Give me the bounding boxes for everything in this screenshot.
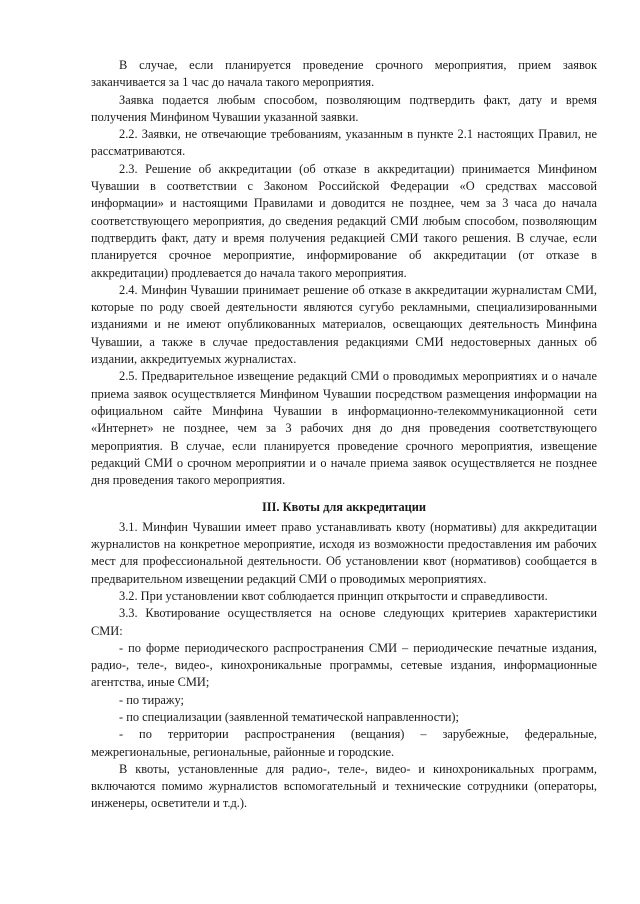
section-heading: III. Квоты для аккредитации [261, 500, 427, 515]
paragraph-2-5: 2.5. Предварительное извещение редакций СМИ о проводимых мероприятиях и о начале приема заявок осуществляется Минфином Чувашии посредством размещения информации на официальном сайте Минфина Чувашии в информационно-телекоммуникационной сети «Интернет» не позднее, чем за 3 рабочих дня до дня проведения соответствующего мероприятия. В случае, если планируется проведение срочного мероприятия, извещение редакций СМИ о срочном мероприятии и о начале приема заявок осуществляется не позднее дня проведения такого мероприятия. [91, 369, 597, 488]
paragraph-2-3: 2.3. Решение об аккредитации (об отказе в аккредитации) принимается Минфином Чувашии в соответствии с Законом Российской Федерации «О средствах массовой информации» и настоящими Правилами и доводится не позднее, чем за 3 часа до начала соответствующего мероприятия, до сведения редакций СМИ любым способом, позволяющим подтвердить факт, дату и время получения редакцией СМИ такого решения. В случае, если планируется срочное мероприятие, информирование об аккредитации (от отказе в аккредитации) продлевается до начала такого мероприятия. [91, 161, 597, 280]
list-item-form: - по форме периодического распространения СМИ – периодические печатные издания, радио-, теле-, видео-, кинохроникальные программы, сетевые издания, информационные агентства, иные СМИ; [91, 640, 597, 690]
document-body [91, 57, 597, 813]
paragraph-application-method: Заявка подается любым способом, позволяющим подтвердить факт, дату и время получения Минфином Чувашии указанной заявки. [91, 92, 597, 124]
paragraph-3-1: 3.1. Минфин Чувашии имеет право устанавливать квоту (нормативы) для аккредитации журналистов на конкретное мероприятие, исходя из возможности предоставления им рабочих мест для профессиональной деятельности. Об установлении квот (нормативов) сообщается в предварительном извещении редакций СМИ о проводимых мероприятиях. [91, 519, 597, 586]
paragraph-quota-staff: В квоты, установленные для радио-, теле-, видео- и кинохроникальных программ, включаются помимо журналистов вспомогательный и технические сотрудники (операторы, инженеры, осветители и т.д.). [91, 761, 597, 811]
paragraph-2-4: 2.4. Минфин Чувашии принимает решение об отказе в аккредитации журналистам СМИ, которые по роду своей деятельности являются сугубо рекламными, специализированными изданиями и не имеют опубликованных материалов, освещающих деятельность Минфина Чувашии, а также в случае предоставления редакциями СМИ недостоверных данных об издании, аккредитуемых журналистах. [91, 282, 597, 367]
paragraph-3-3: 3.3. Квотирование осуществляется на основе следующих критериев характеристики СМИ: [91, 606, 597, 638]
list-item-circulation: - по тиражу; [119, 692, 184, 707]
list-item-territory: - по территории распространения (вещания) – зарубежные, федеральные, межрегиональные, региональные, районные и городские. [91, 727, 597, 759]
paragraph-3-2: 3.2. При установлении квот соблюдается принцип открытости и справедливости. [119, 588, 548, 603]
paragraph-urgent-event: В случае, если планируется проведение срочного мероприятия, прием заявок заканчивается за 1 час до начала такого мероприятия. [91, 58, 597, 90]
paragraph-2-2: 2.2. Заявки, не отвечающие требованиям, указанным в пункте 2.1 настоящих Правил, не рассматриваются. [91, 127, 597, 159]
list-item-specialization: - по специализации (заявленной тематической направленности); [119, 709, 459, 724]
